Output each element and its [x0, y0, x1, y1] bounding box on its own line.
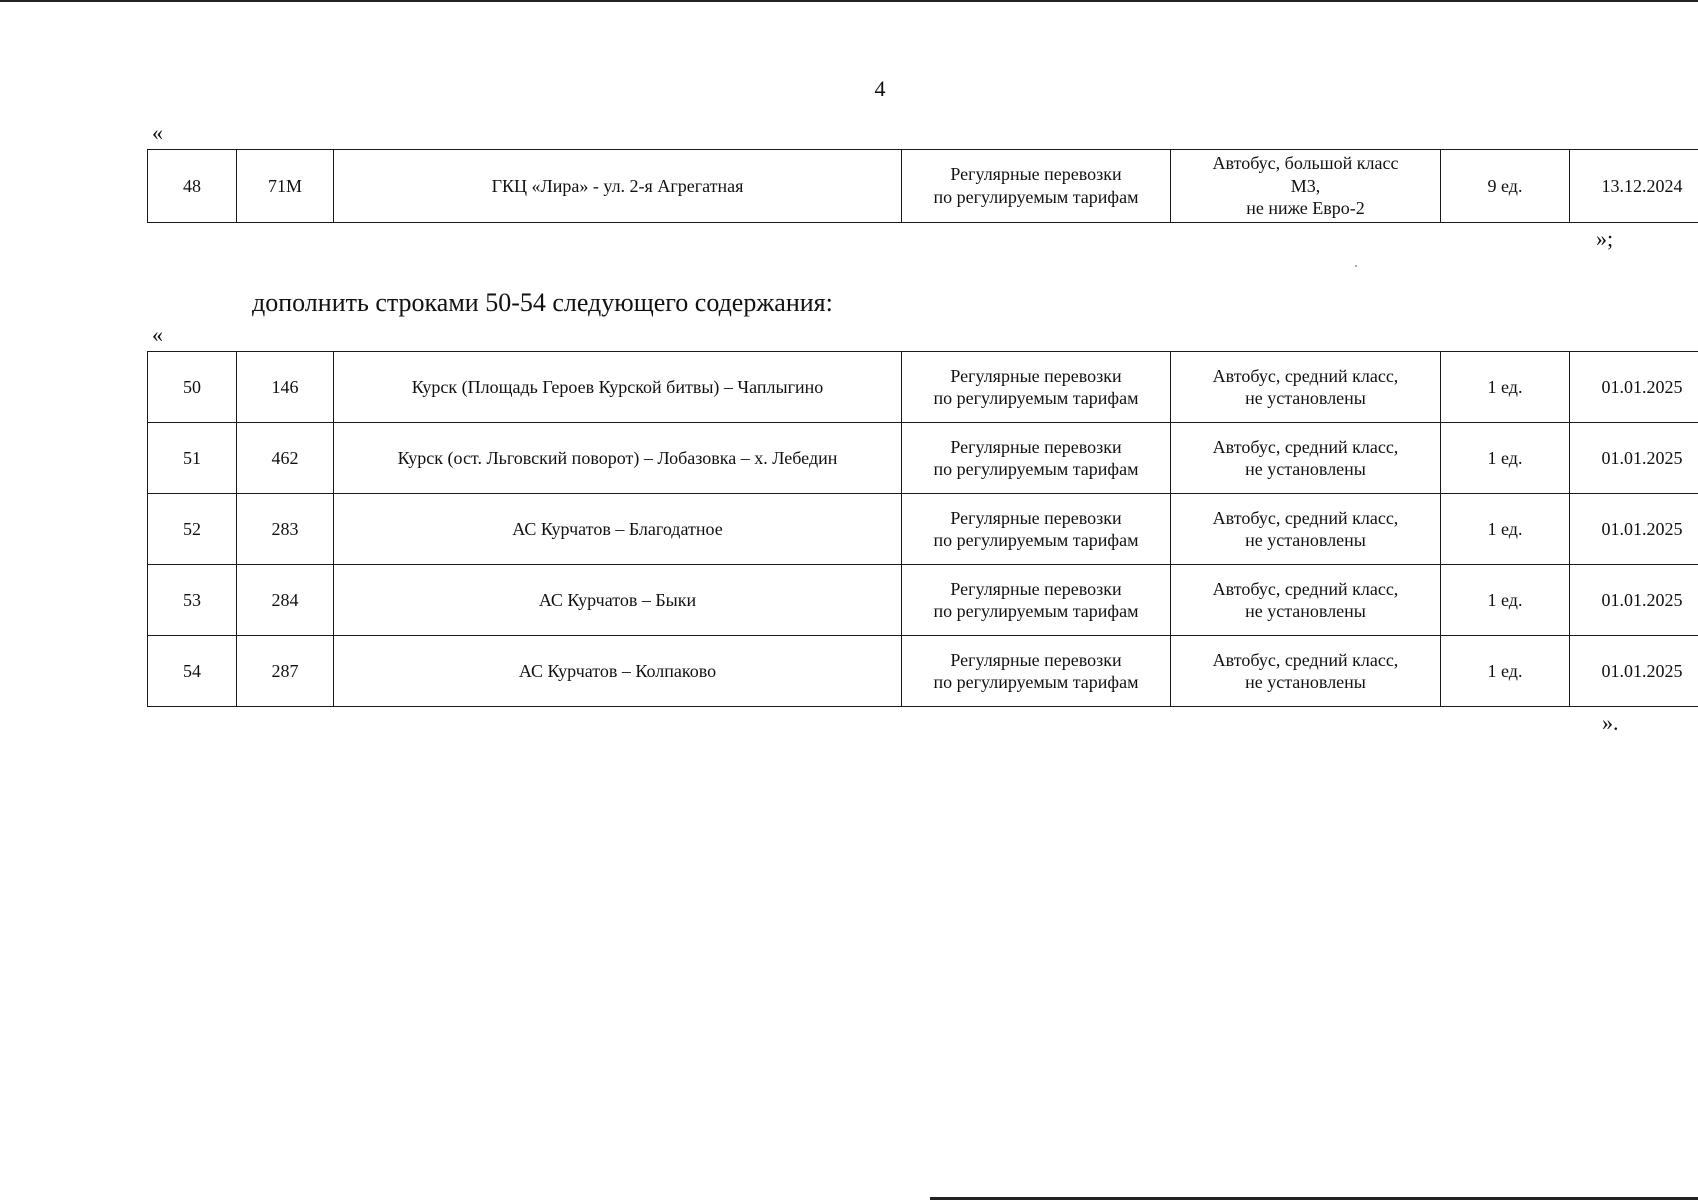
transport-type-cell: Регулярные перевозки по регулируемым тарифам — [902, 423, 1171, 494]
vehicle-class-cell: Автобус, средний класс, не установлены — [1171, 423, 1441, 494]
opening-quote-top: « — [152, 120, 163, 145]
added-routes-table — [147, 351, 1698, 707]
start-date-cell: 13.12.2024 — [1570, 150, 1698, 223]
vehicle-class-cell: Автобус, средний класс, не установлены — [1171, 352, 1441, 423]
row-number-cell: 54 — [148, 636, 237, 707]
vehicle-quantity-cell: 1 ед. — [1441, 565, 1570, 636]
closing-quote-top: »; — [1596, 226, 1614, 251]
amended-route-table — [147, 149, 1698, 223]
row-number-cell: 51 — [148, 423, 237, 494]
table-row — [148, 352, 1698, 423]
scan-border-top — [0, 0, 1698, 2]
route-path-cell: АС Курчатов – Быки — [334, 565, 902, 636]
table-row — [148, 494, 1698, 565]
transport-type-cell: Регулярные перевозки по регулируемым тарифам — [902, 494, 1171, 565]
start-date-cell: 01.01.2025 — [1570, 352, 1698, 423]
closing-quote-main: ». — [1602, 710, 1619, 735]
scan-speck — [1355, 265, 1357, 267]
route-path-cell: Курск (Площадь Героев Курской битвы) – Чаплыгино — [334, 352, 902, 423]
route-number-cell: 71М — [237, 150, 334, 223]
start-date-cell: 01.01.2025 — [1570, 423, 1698, 494]
vehicle-class-cell: Автобус, средний класс, не установлены — [1171, 565, 1441, 636]
route-number-cell: 283 — [237, 494, 334, 565]
vehicle-class-cell: Автобус, большой класс М3, не ниже Евро-2 — [1171, 150, 1441, 223]
route-number-cell: 284 — [237, 565, 334, 636]
row-number-cell: 50 — [148, 352, 237, 423]
transport-type-cell: Регулярные перевозки по регулируемым тарифам — [902, 636, 1171, 707]
table-row — [148, 423, 1698, 494]
start-date-cell: 01.01.2025 — [1570, 494, 1698, 565]
table-row — [148, 636, 1698, 707]
route-number-cell: 146 — [237, 352, 334, 423]
row-number-cell: 52 — [148, 494, 237, 565]
route-path-cell: АС Курчатов – Благодатное — [334, 494, 902, 565]
row-number-cell: 48 — [148, 150, 237, 223]
amendment-instruction: дополнить строками 50-54 следующего содержания: — [252, 288, 833, 317]
start-date-cell: 01.01.2025 — [1570, 636, 1698, 707]
row-number-cell: 53 — [148, 565, 237, 636]
start-date-cell: 01.01.2025 — [1570, 565, 1698, 636]
table-row — [148, 150, 1698, 223]
route-number-cell: 462 — [237, 423, 334, 494]
table-row — [148, 565, 1698, 636]
vehicle-quantity-cell: 1 ед. — [1441, 494, 1570, 565]
vehicle-quantity-cell: 1 ед. — [1441, 352, 1570, 423]
route-number-cell: 287 — [237, 636, 334, 707]
page-number: 4 — [874, 76, 886, 101]
route-path-cell: АС Курчатов – Колпаково — [334, 636, 902, 707]
route-path-cell: Курск (ост. Льговский поворот) – Лобазовка – х. Лебедин — [334, 423, 902, 494]
vehicle-class-cell: Автобус, средний класс, не установлены — [1171, 494, 1441, 565]
vehicle-quantity-cell: 9 ед. — [1441, 150, 1570, 223]
transport-type-cell: Регулярные перевозки по регулируемым тарифам — [902, 352, 1171, 423]
opening-quote-main: « — [152, 322, 163, 347]
vehicle-quantity-cell: 1 ед. — [1441, 636, 1570, 707]
vehicle-quantity-cell: 1 ед. — [1441, 423, 1570, 494]
route-path-cell: ГКЦ «Лира» - ул. 2-я Агрегатная — [334, 150, 902, 223]
transport-type-cell: Регулярные перевозки по регулируемым тарифам — [902, 150, 1171, 223]
transport-type-cell: Регулярные перевозки по регулируемым тарифам — [902, 565, 1171, 636]
vehicle-class-cell: Автобус, средний класс, не установлены — [1171, 636, 1441, 707]
